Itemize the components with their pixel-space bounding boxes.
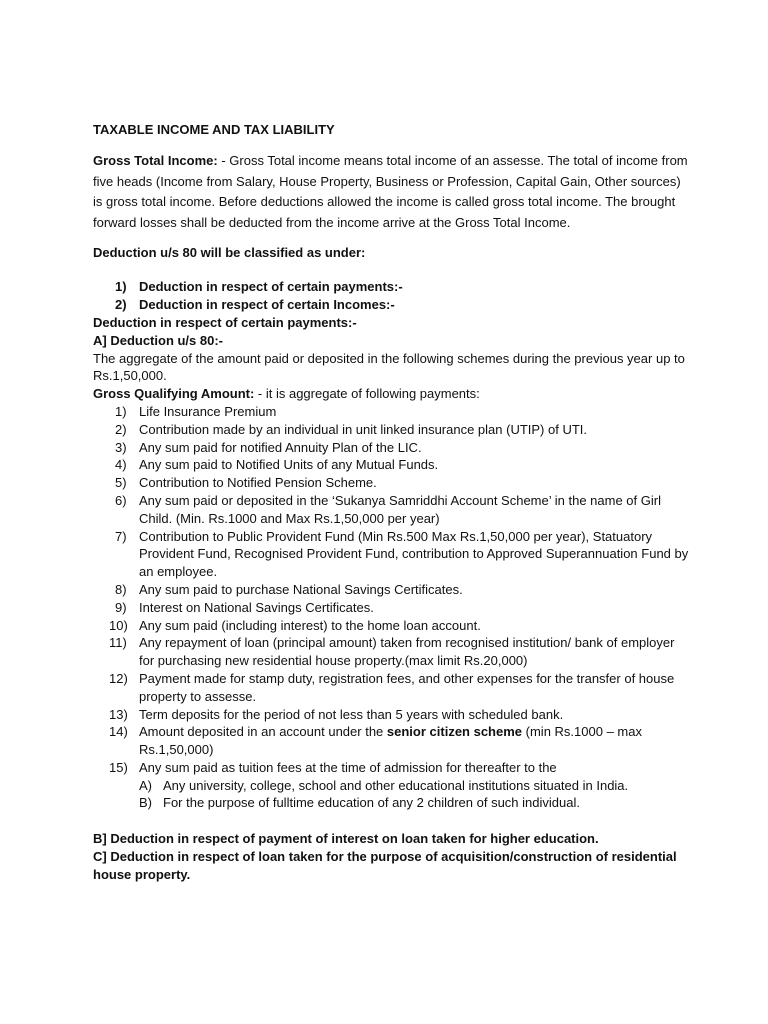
list-item [93, 278, 693, 296]
list-number: 11) [109, 635, 127, 651]
payments-heading: Deduction in respect of certain payments:- [93, 314, 357, 330]
list-item [93, 723, 693, 759]
list-number: 15) [109, 759, 128, 775]
document-page [93, 122, 693, 884]
section-c-heading: C] Deduction in respect of loan taken for the purpose of acquisition/construction of residential house property. [93, 849, 677, 882]
gross-total-income-text: - Gross Total income means total income of an assesse. The total of income from five heads (Income from Salary, House Property, Business or Profession, Capital Gain, Other sources) is gross total income. Before deductions allowed the income is called gross total income. The brought forward losses shall be deducted from the income arrive at the Gross Total Income. [93, 153, 688, 230]
classification-list [93, 278, 693, 314]
list-number: 7) [115, 528, 127, 544]
list-item-text: Any sum paid (including interest) to the home loan account. [139, 617, 481, 633]
list-item-text: Any sum paid as tuition fees at the time of admission for thereafter to the [139, 759, 557, 775]
list-number: 6) [115, 492, 127, 508]
list-number: 8) [115, 581, 127, 597]
list-item-text: Contribution to Notified Pension Scheme. [139, 475, 377, 491]
list-number: 9) [115, 599, 127, 615]
list-item-text: Any sum paid to purchase National Savings Certificates. [139, 581, 463, 597]
gross-qualifying-amount-text: - it is aggregate of following payments: [254, 386, 480, 402]
list-number: 4) [115, 457, 127, 473]
list-number: 14) [109, 724, 128, 740]
section-b-heading: B] Deduction in respect of payment of interest on loan taken for higher education. [93, 831, 599, 847]
sub-list-letter: A) [139, 777, 152, 793]
senior-citizen-scheme: senior citizen scheme [386, 724, 523, 740]
list-item-text: Any repayment of loan (principal amount) taken from recognised institution/ bank of employer for purchasing new residential house property.(max limit Rs.20,000) [139, 635, 675, 669]
list-item-text: Life Insurance Premium [139, 403, 277, 419]
qualifying-payments-list [93, 403, 693, 777]
list-item [93, 474, 693, 492]
list-item-text: Any sum paid to Notified Units of any Mutual Funds. [139, 457, 439, 473]
aggregate-text: The aggregate of the amount paid or deposited in the following schemes during the previous year up to Rs.1,50,000. [93, 350, 685, 384]
list-item [93, 759, 693, 777]
list-number: 1) [115, 403, 127, 419]
list-number: 12) [109, 670, 128, 686]
list-item-text-post: (min Rs.1000 – max Rs.1,50,000) [139, 724, 642, 758]
sub-list-item [93, 777, 693, 795]
sub-list-item [93, 794, 693, 812]
list-number: 2) [115, 421, 127, 437]
gross-total-income-label: Gross Total Income: [93, 153, 218, 168]
tuition-sub-list [93, 777, 693, 813]
list-item-text: Any sum paid for notified Annuity Plan of the LIC. [139, 439, 422, 455]
list-number: 5) [115, 475, 127, 491]
list-item [93, 439, 693, 457]
list-item [93, 670, 693, 706]
list-item [93, 634, 693, 670]
list-item-text: Contribution to Public Provident Fund (Min Rs.500 Max Rs.1,50,000 per year), Statuatory Provident Fund, Recognised Provident Fund, contribution to Approved Superannuation Fund by an employee. [139, 528, 689, 580]
gross-qualifying-amount [93, 385, 693, 403]
gross-total-income-paragraph [93, 151, 693, 233]
list-item-text-pre: Amount deposited in an account under the [139, 724, 387, 740]
sub-list-letter: B) [139, 795, 152, 811]
list-item-text: Deduction in respect of certain payments:- [139, 279, 403, 295]
gross-qualifying-amount-label: Gross Qualifying Amount: [93, 386, 255, 402]
list-item [93, 403, 693, 421]
list-item [93, 492, 693, 528]
list-number: 13) [109, 706, 128, 722]
list-item-text: Contribution made by an individual in unit linked insurance plan (UTIP) of UTI. [139, 421, 588, 437]
list-item [93, 421, 693, 439]
list-item [93, 528, 693, 581]
list-item [93, 706, 693, 724]
list-item-text: Term deposits for the period of not less than 5 years with scheduled bank. [139, 706, 564, 722]
list-item [93, 296, 693, 314]
list-item-text: Deduction in respect of certain Incomes:- [139, 297, 395, 313]
document-title: TAXABLE INCOME AND TAX LIABILITY [93, 122, 335, 137]
deduction-classification-heading: Deduction u/s 80 will be classified as under: [93, 245, 366, 261]
list-item [93, 599, 693, 617]
list-item-text: Payment made for stamp duty, registration fees, and other expenses for the transfer of house property to assesse. [139, 670, 675, 704]
list-item [93, 581, 693, 599]
list-item-text: Interest on National Savings Certificates. [139, 599, 374, 615]
list-number: 2) [115, 297, 127, 313]
list-item [93, 456, 693, 474]
list-number: 10) [109, 617, 128, 633]
section-a-heading: A] Deduction u/s 80:- [93, 332, 224, 348]
sub-list-item-text: Any university, college, school and other educational institutions situated in India. [163, 777, 629, 793]
list-item-text: Any sum paid or deposited in the ‘Sukanya Samriddhi Account Scheme’ in the name of Girl Child. (Min. Rs.1000 and Max Rs.1,50,000 per year) [139, 492, 661, 526]
list-number: 1) [115, 279, 127, 295]
list-item [93, 617, 693, 635]
list-number: 3) [115, 439, 127, 455]
sub-list-item-text: For the purpose of fulltime education of any 2 children of such individual. [163, 795, 580, 811]
